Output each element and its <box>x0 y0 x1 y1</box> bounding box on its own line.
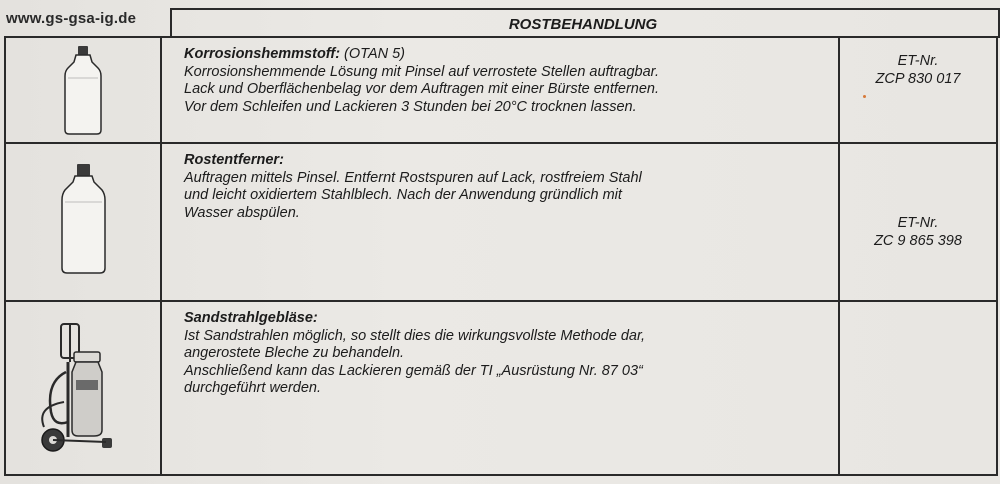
description-line: Lack und Oberflächenbelag vor dem Auftragen mit einer Bürste entfernen. <box>184 81 660 97</box>
page-title: ROSTBEHANDLUNG <box>508 16 658 33</box>
table-row <box>5 37 997 143</box>
description-line: angerostete Bleche zu behandeln. <box>184 345 405 361</box>
part-number-cell <box>839 37 997 143</box>
description-cell <box>161 301 839 475</box>
description-line: Auftragen mittels Pinsel. Entfernt Rostspuren auf Lack, rostfreiem Stahl <box>184 169 642 186</box>
part-number-cell <box>839 301 997 475</box>
treatment-table <box>4 36 998 476</box>
description-line: Korrosionshemmende Lösung mit Pinsel auf verrostete Stellen auftragbar. <box>184 63 659 80</box>
product-image-cell <box>5 301 161 475</box>
description-cell <box>161 143 839 301</box>
description-cell <box>161 37 839 143</box>
bottle-icon <box>6 144 160 300</box>
table-row <box>5 143 997 301</box>
sandblaster-icon <box>6 302 160 474</box>
part-label: ET-Nr. <box>897 53 939 69</box>
product-name: Korrosionshemmstoff: <box>184 46 341 62</box>
product-image-cell <box>5 143 161 301</box>
product-image-cell <box>5 37 161 143</box>
part-label: ET-Nr. <box>897 215 939 231</box>
product-name: Sandstrahlgebläse: <box>184 310 318 326</box>
product-name: Rostentferner: <box>184 152 284 168</box>
description-line: Vor dem Schleifen und Lackieren 3 Stunden bei 20°C trocknen lassen. <box>184 98 637 115</box>
description-line: Wasser abspülen. <box>184 204 300 221</box>
part-number: ZC 9 865 398 <box>874 233 962 249</box>
bottle-icon <box>6 38 160 142</box>
part-number-cell <box>839 143 997 301</box>
description-line: und leicht oxidiertem Stahlblech. Nach der Anwendung gründlich mit <box>184 187 622 203</box>
description-line: durchgeführt werden. <box>184 380 322 396</box>
description-line: Ist Sandstrahlen möglich, so stellt dies die wirkungsvollste Methode dar, <box>184 327 646 344</box>
description-line: Anschließend kann das Lackieren gemäß der TI „Ausrüstung Nr. 87 03“ <box>184 362 643 379</box>
table-row <box>5 301 997 475</box>
product-suffix: (OTAN 5) <box>340 46 406 62</box>
paper-stain <box>863 95 866 98</box>
part-number: ZCP 830 017 <box>875 71 961 87</box>
watermark-url: www.gs-gsa-ig.de <box>6 10 137 27</box>
